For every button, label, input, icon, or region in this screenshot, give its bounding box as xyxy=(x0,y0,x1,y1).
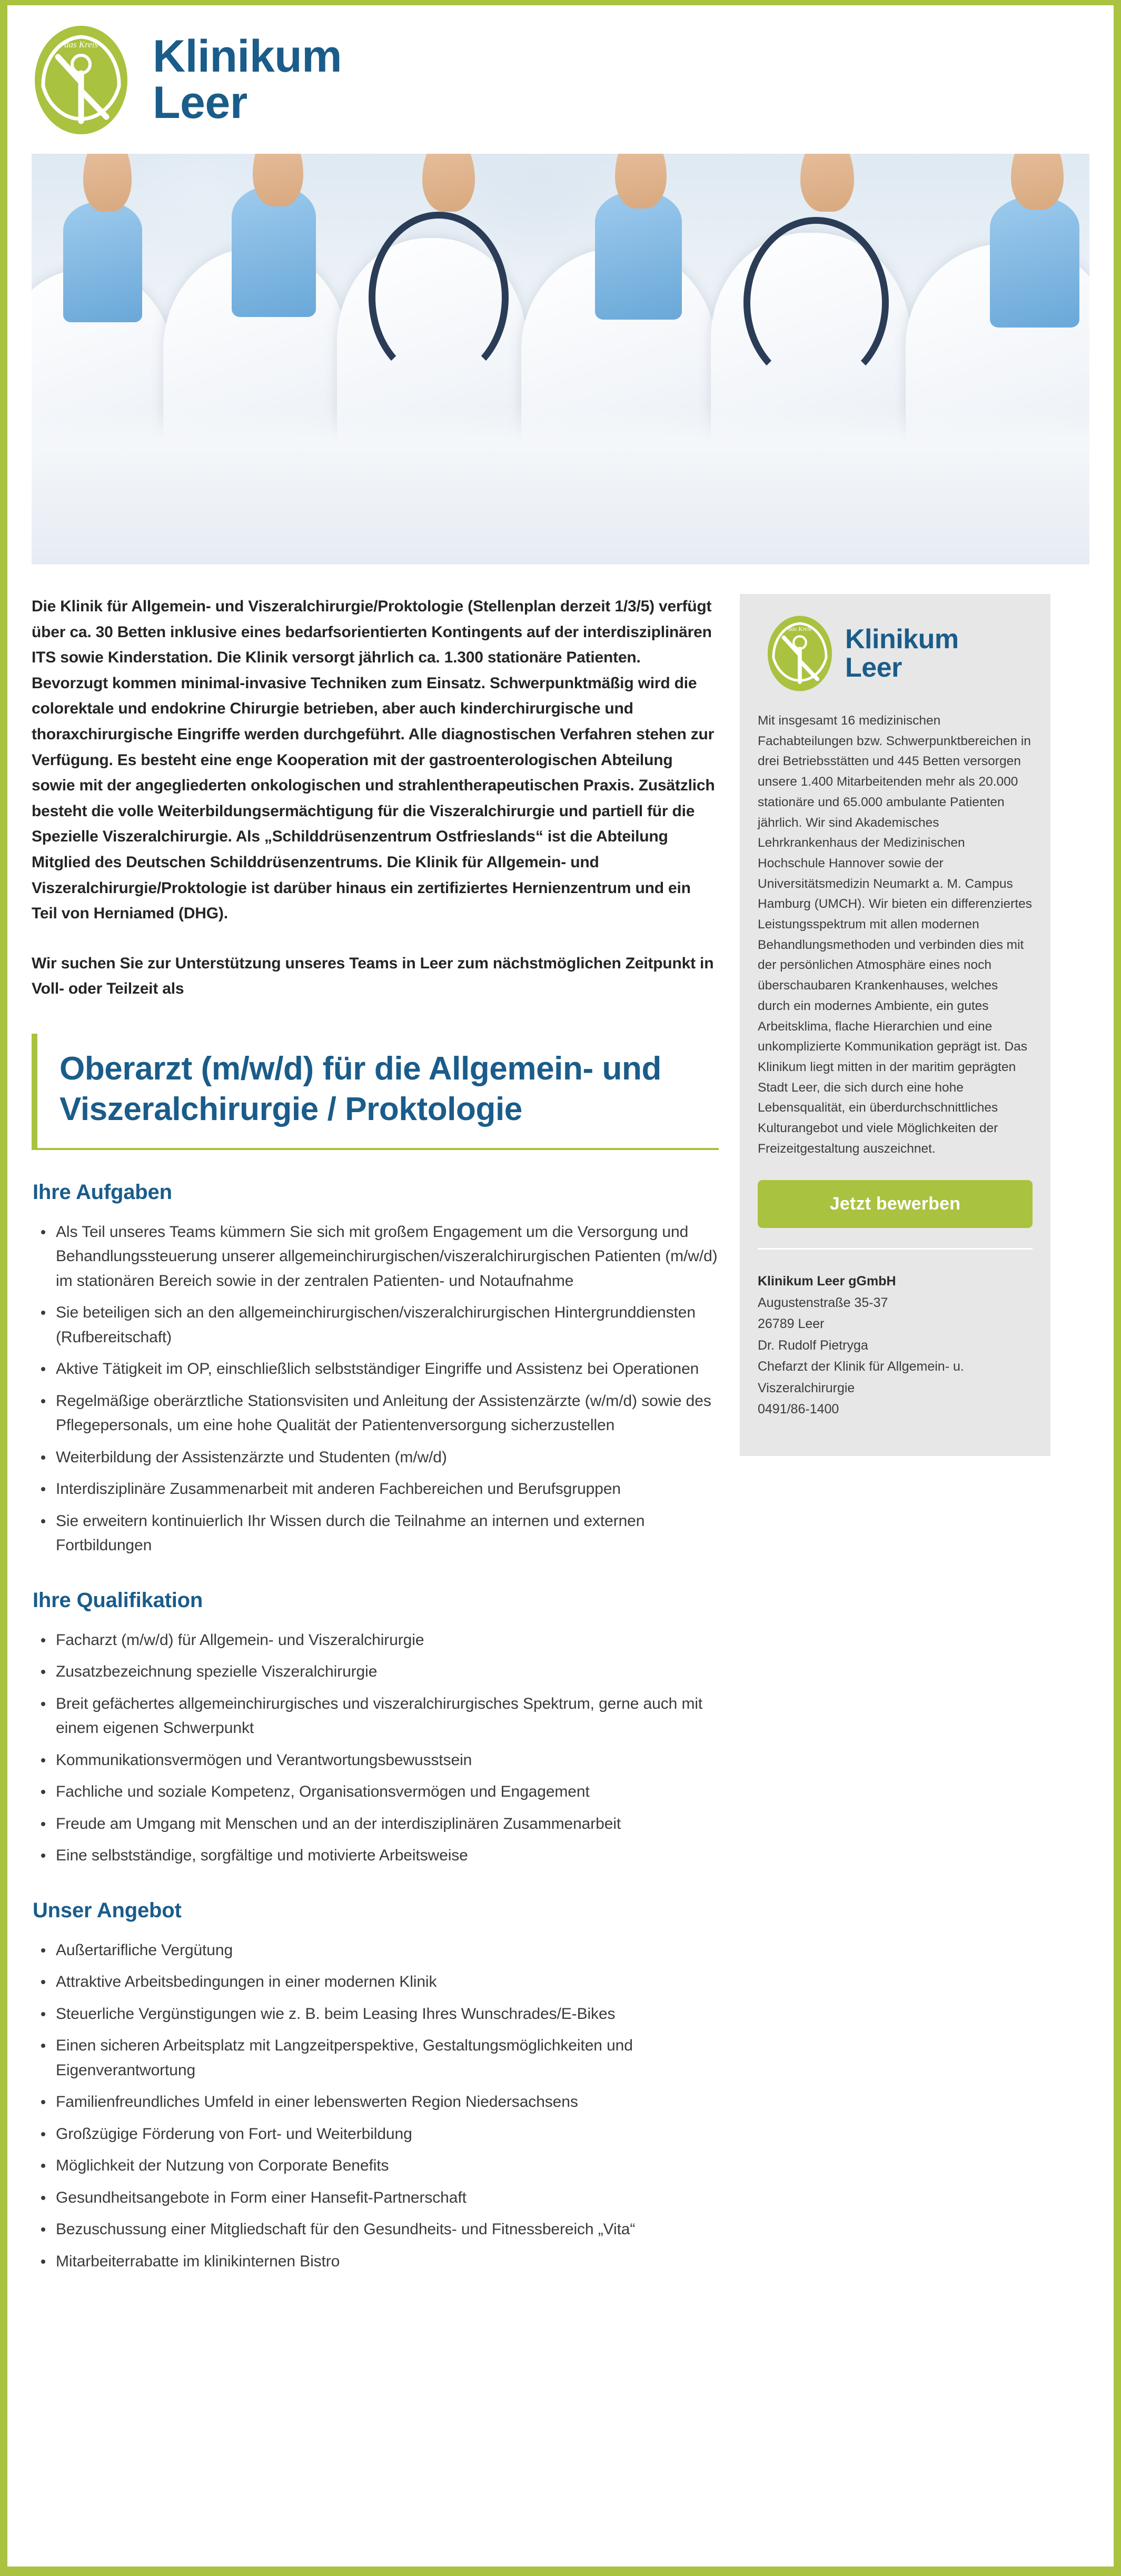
doctor-neck xyxy=(615,154,667,209)
qualification-list xyxy=(32,1628,719,1868)
job-title-block xyxy=(32,1034,719,1150)
list-item: Außertarifliche Vergütung xyxy=(32,1938,719,1963)
intro-paragraph: Die Klinik für Allgemein- und Viszeralchirurgie/Proktologie (Stellenplan derzeit 1/3/5) verfügt über ca. 30 Betten inklusive eines bedarfsorientierten Kontingents auf der interdisziplinären ITS sowie Kinderstation. Die Klinik versorgt jährlich ca. 1.300 stationäre Patienten. Bevorzugt kommen minimal-invasive Techniken zum Einsatz. Schwerpunktmäßig wird die colorektale und endokrine Chirurgie betrieben, aber auch kinderchirurgische und thoraxchirurgische Eingriffe werden durchgeführt. Alle diagnostischen Verfahren stehen zur Verfügung. Es besteht eine enge Kooperation mit der gastroenterologischen Abteilung sowie mit der angegliederten onkologischen und strahlentherapeutischen Praxis. Zusätzlich besteht die volle Weiterbildungsermächtigung für die Viszeralchirurgie und partiell für die Spezielle Viszeralchirurgie. Als „Schilddrüsenzentrum Ostfrieslands“ ist die Abteilung Mitglied des Deutschen Schilddrüsenzentrums. Die Klinik für Allgemein- und Viszeralchirurgie/Proktologie ist darüber hinaus ein zertifiziertes Hernienzentrum und ein Teil von Herniamed (DHG). xyxy=(32,598,715,923)
contact-role-line2: Viszeralchirurgie xyxy=(758,1380,855,1395)
stethoscope-icon xyxy=(743,217,889,389)
list-item: Regelmäßige oberärztliche Stationsvisiten und Anleitung der Assistenzärzte (w/m/d) sowie des Pflegepersonals, um eine hohe Qualität der Patientenversorgung sicherzustellen xyxy=(32,1389,719,1438)
section-heading: Ihre Qualifikation xyxy=(33,1588,203,1612)
list-item: Aktive Tätigkeit im OP, einschließlich selbstständiger Eingriffe und Assistenz bei Operationen xyxy=(32,1357,719,1382)
list-item: Kommunikationsvermögen und Verantwortungsbewusstsein xyxy=(32,1748,719,1773)
list-item: Fachliche und soziale Kompetenz, Organisationsvermögen und Engagement xyxy=(32,1780,719,1805)
contact-person: Dr. Rudolf Pietryga xyxy=(758,1337,868,1353)
sidebar-brand-logo xyxy=(765,614,1033,693)
apply-button[interactable]: Jetzt bewerben xyxy=(758,1180,1033,1228)
section-heading: Unser Angebot xyxy=(33,1898,182,1922)
content-area xyxy=(7,564,1114,2281)
klinikum-leer-logo-icon xyxy=(765,614,835,693)
sidebar-brand-wordmark xyxy=(845,625,959,682)
klinikum-leer-logo-icon xyxy=(32,23,131,137)
doctor-neck xyxy=(253,154,303,206)
contact-role-line1: Chefarzt der Klinik für Allgemein- u. xyxy=(758,1359,964,1374)
company-about-text: Mit insgesamt 16 medizinischen Fachabteilungen bzw. Schwerpunktbereichen in drei Betriebsstätten und 445 Betten versorgen unsere 1.400 Mitarbeitenden mehr als 20.000 stationäre und 65.000 ambulante Patienten jährlich. Wir sind Akademisches Lehrkrankenhaus der Medizinischen Hochschule Hannover sowie der Universitätsmedizin Neumarkt a. M. Campus Hamburg (UMCH). Wir bieten ein differenziertes Leistungsspektrum mit allen modernen Behandlungsmethoden und verbinden dies mit der persönlichen Atmosphäre eines noch überschaubaren Krankenhauses, welches durch ein modernes Ambiente, ein gutes Arbeitsklima, flache Hierarchien und eine unkomplizierte Kommunikation geprägt ist. Das Klinikum liegt mitten in der maritim geprägten Stadt Leer, die sich durch eine hohe Lebensqualität, ein überdurchschnittliches Kulturangebot und viele Möglichkeiten der Freizeitgestaltung auszeichnet. xyxy=(758,714,1033,1156)
brand-logo xyxy=(32,23,342,137)
doctor-neck xyxy=(422,154,475,212)
list-item: Großzügige Förderung von Fort- und Weiterbildung xyxy=(32,2122,719,2147)
divider xyxy=(758,1248,1033,1250)
list-item: Als Teil unseres Teams kümmern Sie sich mit großem Engagement um die Versorgung und Behandlungssteuerung unserer allgemeinchirurgischen/viszeralchirurgischen Patienten (m/w/d) im stationären Bereich sowie in der zentralen Patienten- und Notaufnahme xyxy=(32,1220,719,1294)
main-column xyxy=(32,594,740,2281)
section-unser-angebot xyxy=(32,1899,719,2274)
list-item: Sie erweitern kontinuierlich Ihr Wissen durch die Teilnahme an internen und externen Fortbildungen xyxy=(32,1509,719,1558)
sidebar-brand-line2: Leer xyxy=(845,652,902,683)
task-list xyxy=(32,1220,719,1558)
benefit-list xyxy=(32,1938,719,2274)
list-item: Weiterbildung der Assistenzärzte und Studenten (m/w/d) xyxy=(32,1445,719,1470)
brand-name-line2: Leer xyxy=(153,77,247,128)
page-title: Oberarzt (m/w/d) für die Allgemein- und Viszeralchirurgie / Proktologie xyxy=(59,1050,661,1128)
list-item: Steuerliche Vergünstigungen wie z. B. beim Leasing Ihres Wunschrades/E-Bikes xyxy=(32,2002,719,2027)
section-ihre-aufgaben xyxy=(32,1181,719,1558)
list-item: Sie beteiligen sich an den allgemeinchirurgischen/viszeralchirurgischen Hintergrunddiensten (Rufbereitschaft) xyxy=(32,1301,719,1350)
brand-name-line1: Klinikum xyxy=(153,31,342,82)
doctor-neck xyxy=(800,154,854,212)
contact-block xyxy=(758,1271,1033,1420)
list-item: Möglichkeit der Nutzung von Corporate Benefits xyxy=(32,2154,719,2178)
sidebar-brand-line1: Klinikum xyxy=(845,623,959,655)
doctor-scrub xyxy=(63,201,142,322)
company-info-card xyxy=(740,594,1050,1456)
recruiting-lead-in: Wir suchen Sie zur Unterstützung unseres Teams in Leer zum nächstmöglichen Zeitpunkt in Voll- oder Teilzeit als xyxy=(32,954,714,998)
crossed-arms-row xyxy=(32,407,1089,564)
section-heading: Ihre Aufgaben xyxy=(33,1180,172,1204)
spacer xyxy=(758,1420,1033,1440)
list-item: Breit gefächertes allgemeinchirurgisches und viszeralchirurgisches Spektrum, gerne auch mit einem eigenen Schwerpunkt xyxy=(32,1692,719,1741)
contact-organisation: Klinikum Leer gGmbH xyxy=(758,1274,896,1289)
doctor-scrub xyxy=(990,196,1079,328)
list-item: Bezuschussung einer Mitgliedschaft für den Gesundheits- und Fitnessbereich „Vita“ xyxy=(32,2217,719,2242)
page-header xyxy=(7,5,1114,151)
doctor-neck xyxy=(83,154,132,212)
brand-wordmark xyxy=(153,31,342,128)
list-item: Attraktive Arbeitsbedingungen in einer modernen Klinik xyxy=(32,1970,719,1995)
list-item: Mitarbeiterrabatte im klinikinternen Bistro xyxy=(32,2250,719,2274)
list-item: Interdisziplinäre Zusammenarbeit mit anderen Fachbereichen und Berufsgruppen xyxy=(32,1477,719,1502)
contact-city: 26789 Leer xyxy=(758,1316,825,1332)
sidebar xyxy=(740,594,1050,1456)
list-item: Facharzt (m/w/d) für Allgemein- und Viszeralchirurgie xyxy=(32,1628,719,1653)
stethoscope-icon xyxy=(369,212,509,383)
contact-street: Augustenstraße 35-37 xyxy=(758,1295,888,1310)
doctor-neck xyxy=(1011,154,1064,210)
list-item: Familienfreundliches Umfeld in einer lebenswerten Region Niedersachsens xyxy=(32,2090,719,2115)
list-item: Freude am Umgang mit Menschen und an der interdisziplinären Zusammenarbeit xyxy=(32,1812,719,1837)
contact-phone[interactable]: 0491/86-1400 xyxy=(758,1402,839,1417)
list-item: Eine selbstständige, sorgfältige und motivierte Arbeitsweise xyxy=(32,1844,719,1868)
svg-text:das Kreis: das Kreis xyxy=(788,625,812,632)
list-item: Einen sicheren Arbeitsplatz mit Langzeitperspektive, Gestaltungsmöglichkeiten und Eigenverantwortung xyxy=(32,2034,719,2083)
svg-text:das Kreis: das Kreis xyxy=(64,39,98,49)
list-item: Gesundheitsangebote in Form einer Hansefit-Partnerschaft xyxy=(32,2186,719,2211)
doctor-scrub xyxy=(595,191,682,320)
list-item: Zusatzbezeichnung spezielle Viszeralchirurgie xyxy=(32,1660,719,1685)
section-ihre-qualifikation xyxy=(32,1589,719,1868)
hero-image xyxy=(32,154,1089,564)
